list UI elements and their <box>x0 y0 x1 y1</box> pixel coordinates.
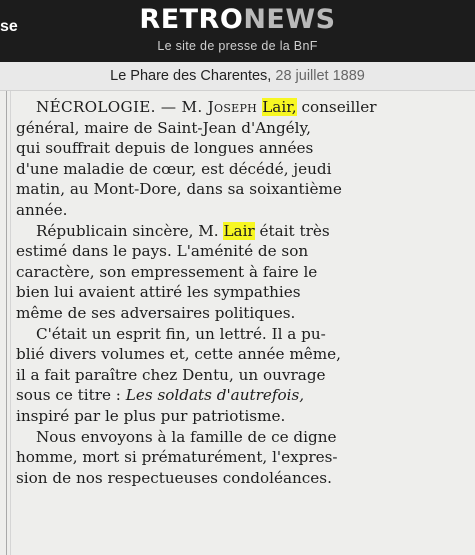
article-line: homme, mort si prématurément, l'expres- <box>16 448 338 467</box>
article-line: année. <box>16 200 68 219</box>
article-line: matin, au Mont-Dore, dans sa soixantième <box>16 180 342 199</box>
article-line <box>16 97 462 118</box>
article-line: général, maire de Saint-Jean d'Angély, <box>16 118 311 137</box>
article-line: blié divers volumes et, cette année même, <box>16 345 341 364</box>
article-line: caractère, son empressement à faire le <box>16 262 318 281</box>
column-rule-inner <box>10 91 11 555</box>
text-segment: conseiller <box>296 98 377 116</box>
highlighted-term: Lair, <box>262 98 297 116</box>
article-line: qui souffrait depuis de longues années <box>16 139 314 158</box>
article-clipping <box>0 91 475 555</box>
nav-fragment[interactable]: se <box>0 18 18 35</box>
tagline: Le site de presse de la BnF <box>157 39 318 53</box>
article-line: Nous envoyons à la famille de ce digne <box>36 427 337 446</box>
text-segment: sous ce titre : <box>16 386 126 405</box>
article-text <box>16 97 462 488</box>
article-line: bien lui avaient attiré les sympathies <box>16 283 301 302</box>
publication-date: 28 juillet 1889 <box>275 68 365 84</box>
article-line: inspiré par le plus pur patriotisme. <box>16 406 286 425</box>
column-rule <box>6 91 7 555</box>
retronews-logo[interactable] <box>0 4 475 35</box>
article-line: d'une maladie de cœur, est décédé, jeudi <box>16 159 332 178</box>
article-line: il a fait paraître chez Dentu, un ouvrage <box>16 365 326 384</box>
book-title: Les soldats d'autrefois, <box>125 386 305 405</box>
article-line <box>16 221 462 242</box>
text-segment: Républicain sincère, M. <box>36 221 224 240</box>
article-line: même de ses adversaires politiques. <box>16 303 296 322</box>
newspaper-title[interactable]: Le Phare des Charentes, <box>110 68 272 84</box>
article-line: estimé dans le pays. L'aménité de son <box>16 242 309 261</box>
highlighted-term: Lair <box>223 221 255 240</box>
text-segment: NÉCROLOGIE. — M. Joseph <box>36 98 263 116</box>
article-line <box>16 385 462 406</box>
article-line: C'était un esprit fin, un lettré. Il a pu- <box>36 324 326 343</box>
text-segment: était très <box>254 221 330 240</box>
logo-news: NEWS <box>243 4 336 35</box>
top-bar <box>0 0 475 62</box>
logo-retro: RETRO <box>139 4 244 35</box>
source-bar <box>0 62 475 91</box>
article-line: sion de nos respectueuses condoléances. <box>16 468 332 487</box>
